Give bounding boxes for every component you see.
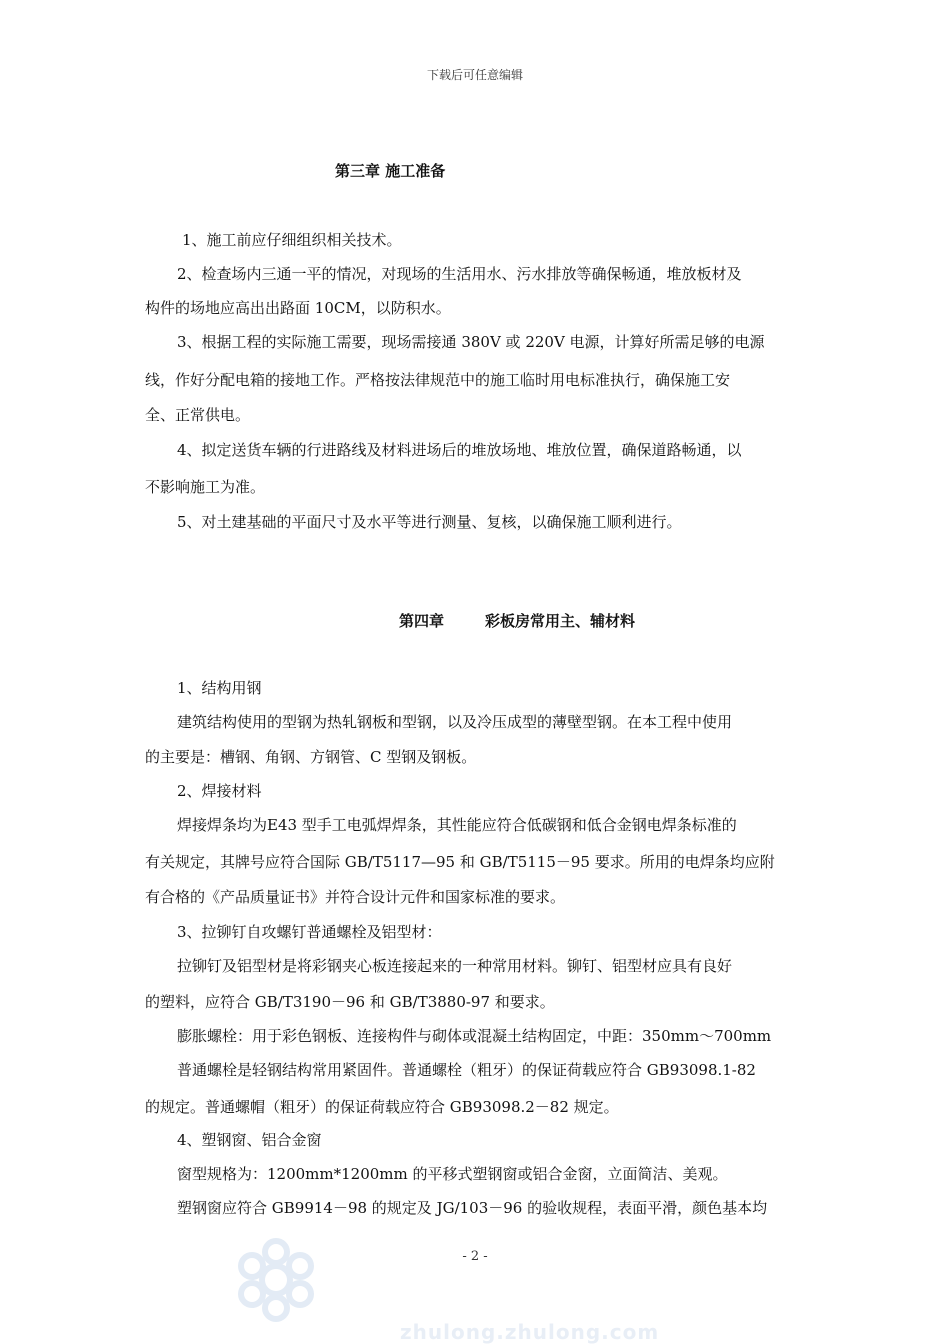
ch3-line-6: 全、正常供电。: [145, 406, 251, 424]
ch4-line-6: 有关规定，其牌号应符合国际 GB/T5117—95 和 GB/T5115－95 要求。所用的电焊条均应附: [145, 853, 775, 871]
ch3-line-4: 3、根据工程的实际施工需要，现场需接通 380V 或 220V 电源，计算好所需足够的电源: [177, 333, 765, 351]
snowflake-logo-icon: [226, 1230, 326, 1330]
page-header: 下载后可任意编辑: [426, 68, 523, 82]
chapter4-title-text: 彩板房常用主、辅材料: [485, 612, 636, 630]
chapter3-title: 第三章 施工准备: [335, 162, 446, 180]
ch3-line-5: 线，作好分配电箱的接地工作。严格按法律规范中的施工临时用电标准执行，确保施工安: [145, 371, 731, 389]
ch4-line-5: 焊接焊条均为E43 型手工电弧焊焊条，其性能应符合低碳钢和低合金钢电焊条标准的: [177, 816, 737, 834]
ch3-line-9: 5、对土建基础的平面尺寸及水平等进行测量、复核，以确保施工顺利进行。: [177, 513, 682, 531]
page-number: - 2 -: [462, 1249, 488, 1264]
ch4-line-8: 3、拉铆钉自攻螺钉普通螺栓及铝型材：: [177, 923, 442, 941]
ch3-line-1: 1、施工前应仔细组织相关技术。: [182, 231, 402, 249]
ch3-line-3: 构件的场地应高出出路面 10CM，以防积水。: [145, 299, 451, 317]
ch4-line-1: 1、结构用钢: [177, 679, 262, 697]
ch4-line-13: 的规定。普通螺帽（粗牙）的保证荷载应符合 GB93098.2－82 规定。: [145, 1098, 619, 1116]
ch4-line-3: 的主要是：槽钢、角钢、方钢管、C 型钢及钢板。: [145, 748, 477, 766]
ch4-line-7: 有合格的《产品质量证书》并符合设计元件和国家标准的要求。: [145, 888, 566, 906]
ch4-line-11: 膨胀螺栓：用于彩色钢板、连接构件与砌体或混凝土结构固定，中距：350mm～700mm: [177, 1027, 772, 1045]
ch4-line-12: 普通螺栓是轻钢结构常用紧固件。普通螺栓（粗牙）的保证荷载应符合 GB93098.1-82: [177, 1061, 756, 1079]
ch4-line-16: 塑钢窗应符合 GB9914－98 的规定及 JG/103－96 的验收规程，表面平滑，颜色基本均: [177, 1199, 768, 1217]
ch3-line-7: 4、拟定送货车辆的行进路线及材料进场后的堆放场地、堆放位置，确保道路畅通，以: [177, 441, 742, 459]
ch4-line-14: 4、塑钢窗、铝合金窗: [177, 1131, 322, 1149]
ch4-line-9: 拉铆钉及铝型材是将彩钢夹心板连接起来的一种常用材料。铆钉、铝型材应具有良好: [177, 957, 733, 975]
ch4-line-15: 窗型规格为：1200mm*1200mm 的平移式塑钢窗或铝合金窗，立面简洁、美观。: [177, 1165, 728, 1183]
chapter4-title-number: 第四章: [399, 612, 445, 630]
watermark-text: zhulong.zhulong.com: [400, 1320, 660, 1344]
ch3-line-2: 2、检查场内三通一平的情况，对现场的生活用水、污水排放等确保畅通，堆放板材及: [177, 265, 742, 283]
ch3-line-8: 不影响施工为准。: [145, 478, 266, 496]
ch4-line-4: 2、焊接材料: [177, 782, 262, 800]
ch4-line-10: 的塑料，应符合 GB/T3190－96 和 GB/T3880-97 和要求。: [145, 993, 555, 1011]
ch4-line-2: 建筑结构使用的型钢为热轧钢板和型钢，以及冷压成型的薄壁型钢。在本工程中使用: [177, 713, 733, 731]
